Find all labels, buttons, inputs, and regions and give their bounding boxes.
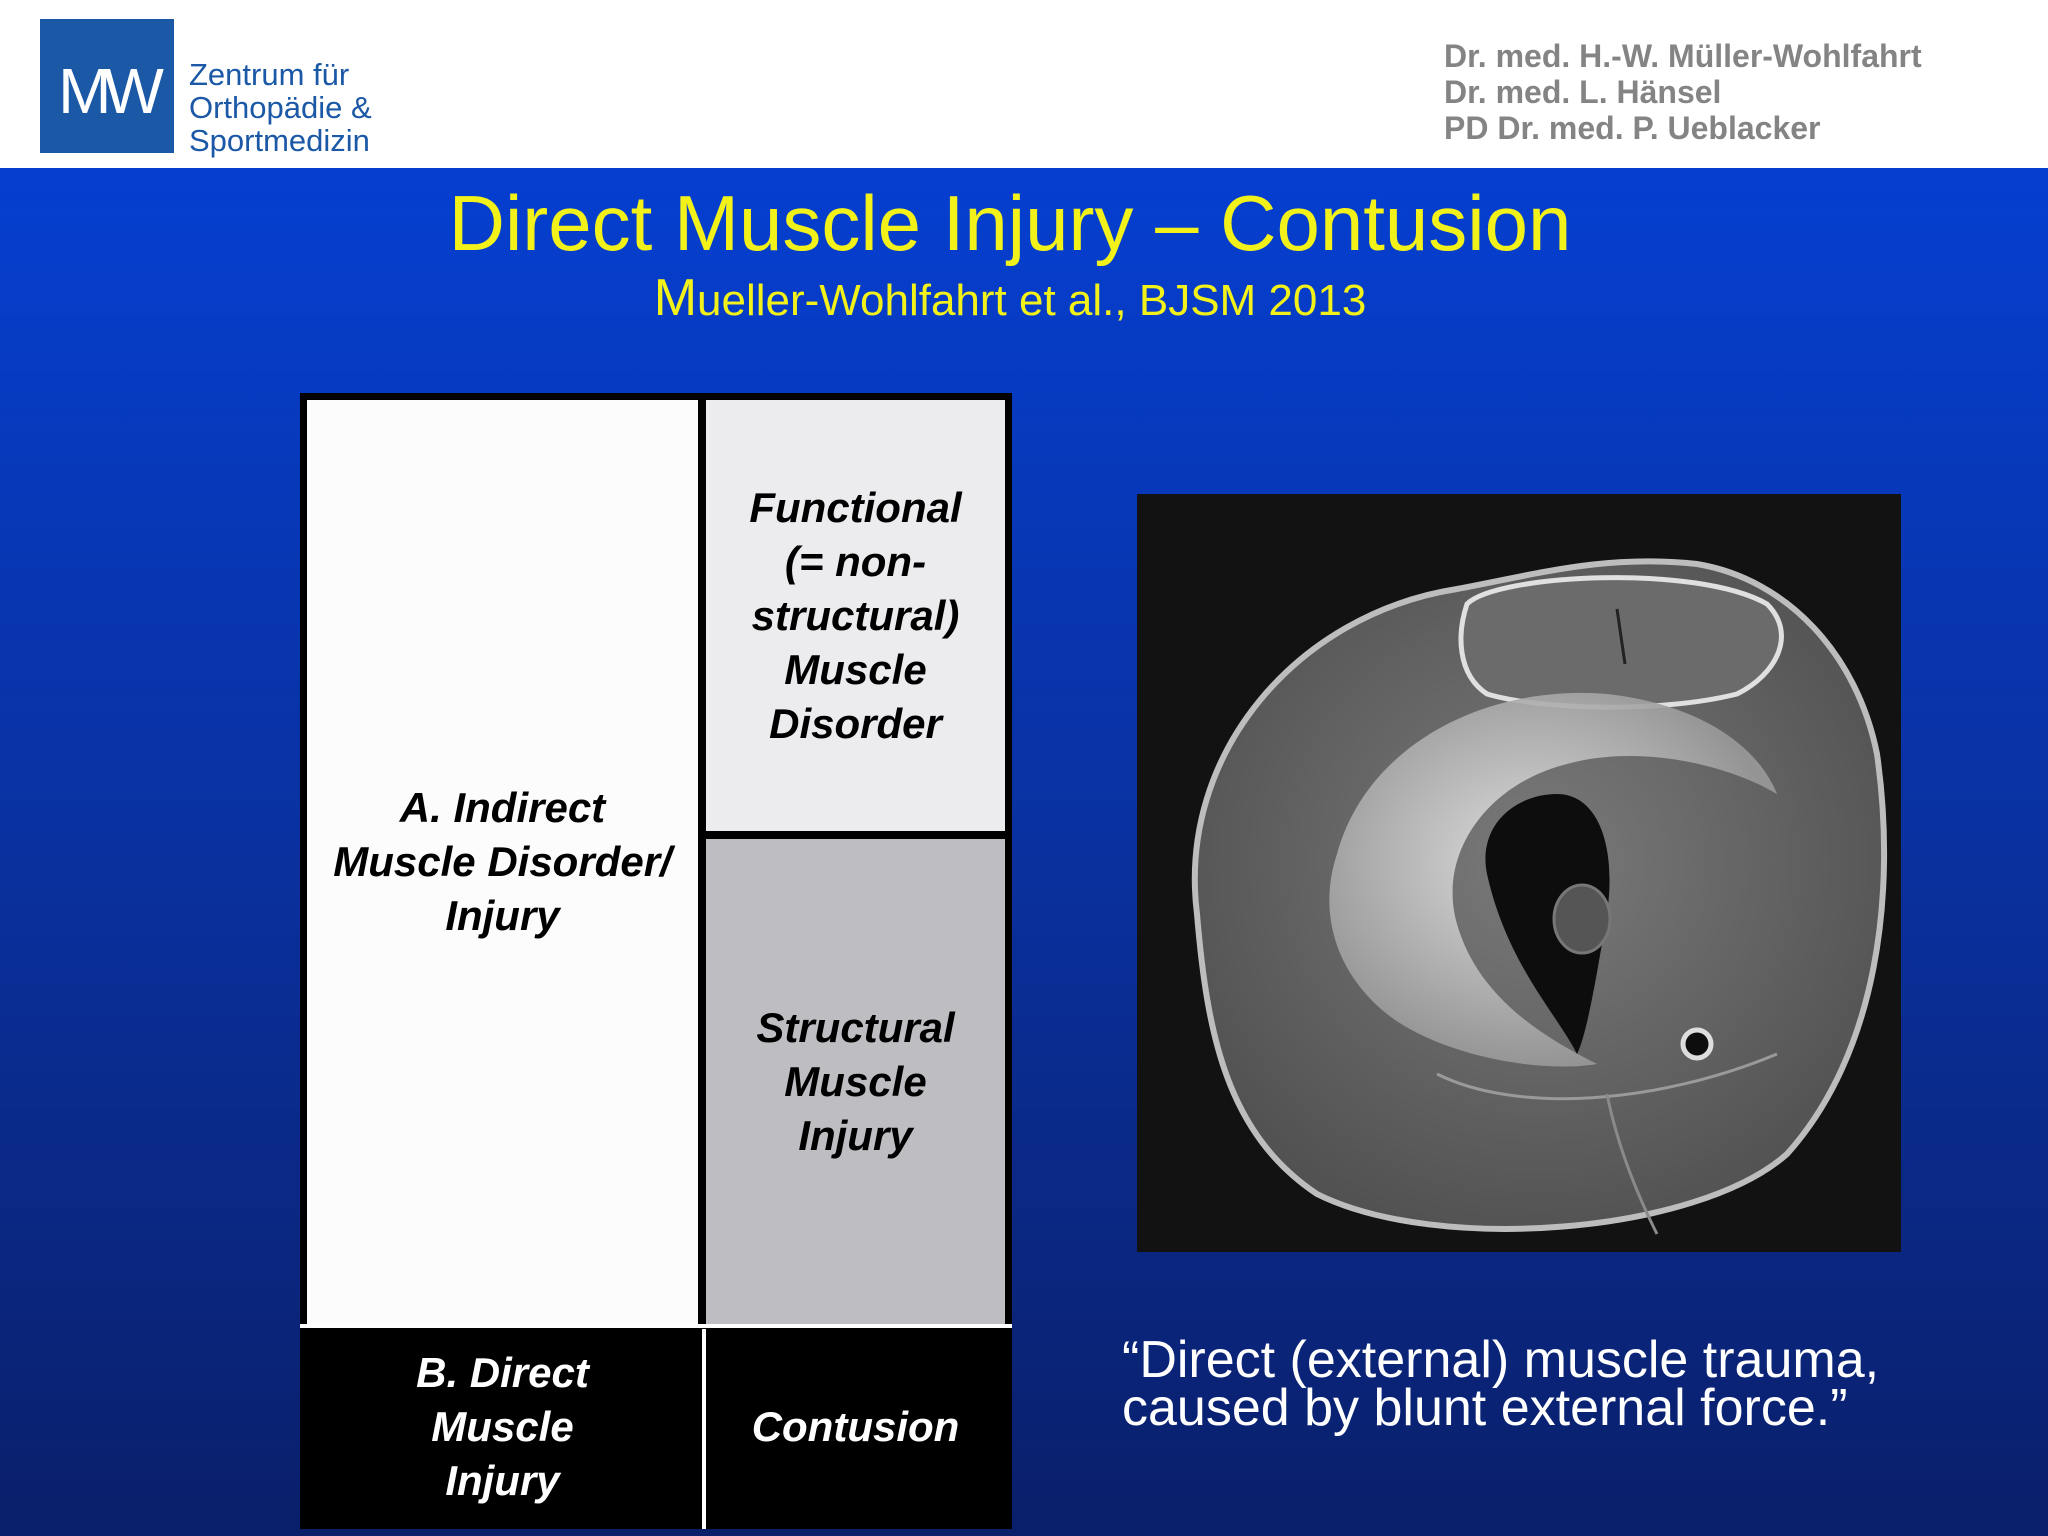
doctor-name-2: Dr. med. L. Hänsel — [1444, 74, 1722, 110]
cell-functional-line-3: structural) — [751, 591, 960, 639]
classification-table — [300, 393, 1012, 1529]
doctor-name-1: Dr. med. H.-W. Müller-Wohlfahrt — [1444, 38, 1922, 74]
slide-subtitle — [0, 269, 2034, 327]
cell-functional-line-4: Muscle — [784, 645, 927, 693]
quote-line-1: “Direct (external) muscle trauma, — [1122, 1331, 1880, 1389]
mri-image — [1137, 494, 1901, 1252]
logo-mark: MW — [58, 55, 156, 127]
cell-structural-line-3: Injury — [798, 1111, 913, 1159]
cell-direct-line-3: Injury — [445, 1457, 560, 1504]
logo-line-3: Sportmedizin — [189, 123, 370, 158]
cell-structural-line-2: Muscle — [784, 1057, 927, 1105]
subtitle-citation: ueller-Wohlfahrt et al., BJSM 2013 — [697, 276, 1367, 325]
cell-direct-line-2: Muscle — [431, 1403, 574, 1450]
table-divider-horizontal — [300, 1324, 1012, 1328]
logo — [40, 19, 174, 153]
slide-title: Direct Muscle Injury – Contusion — [448, 179, 1572, 267]
cell-contusion — [706, 1332, 1005, 1522]
cell-functional-line-5: Disorder — [769, 699, 942, 747]
logo-line-1: Zentrum für — [189, 57, 350, 92]
logo-line-2: Orthopädie & — [189, 90, 372, 125]
cell-structural-line-1: Structural — [756, 1003, 955, 1051]
doctor-name-3: PD Dr. med. P. Ueblacker — [1444, 110, 1821, 146]
cell-functional-line-1: Functional — [749, 483, 962, 531]
logo-text — [189, 58, 372, 157]
header — [0, 0, 2048, 168]
definition-quote — [1122, 1331, 2002, 1437]
doctor-list — [1444, 38, 2004, 146]
cell-indirect-injury — [307, 400, 698, 1324]
cell-structural-injury — [706, 839, 1005, 1324]
cell-indirect-line-3: Injury — [445, 892, 560, 939]
quote-line-2: caused by blunt external force.” — [1122, 1379, 1848, 1437]
cell-functional-disorder — [706, 400, 1005, 831]
subtitle-initial: M — [653, 269, 698, 327]
cell-direct-injury — [307, 1332, 698, 1522]
cell-functional-line-2: (= non- — [784, 537, 927, 585]
cell-contusion-label: Contusion — [751, 1403, 960, 1450]
cell-indirect-line-2: Muscle Disorder/ — [333, 838, 672, 885]
cell-indirect-line-1: A. Indirect — [399, 784, 606, 831]
cell-direct-line-1: B. Direct — [416, 1349, 589, 1396]
mri-cross-section — [1137, 494, 1901, 1252]
